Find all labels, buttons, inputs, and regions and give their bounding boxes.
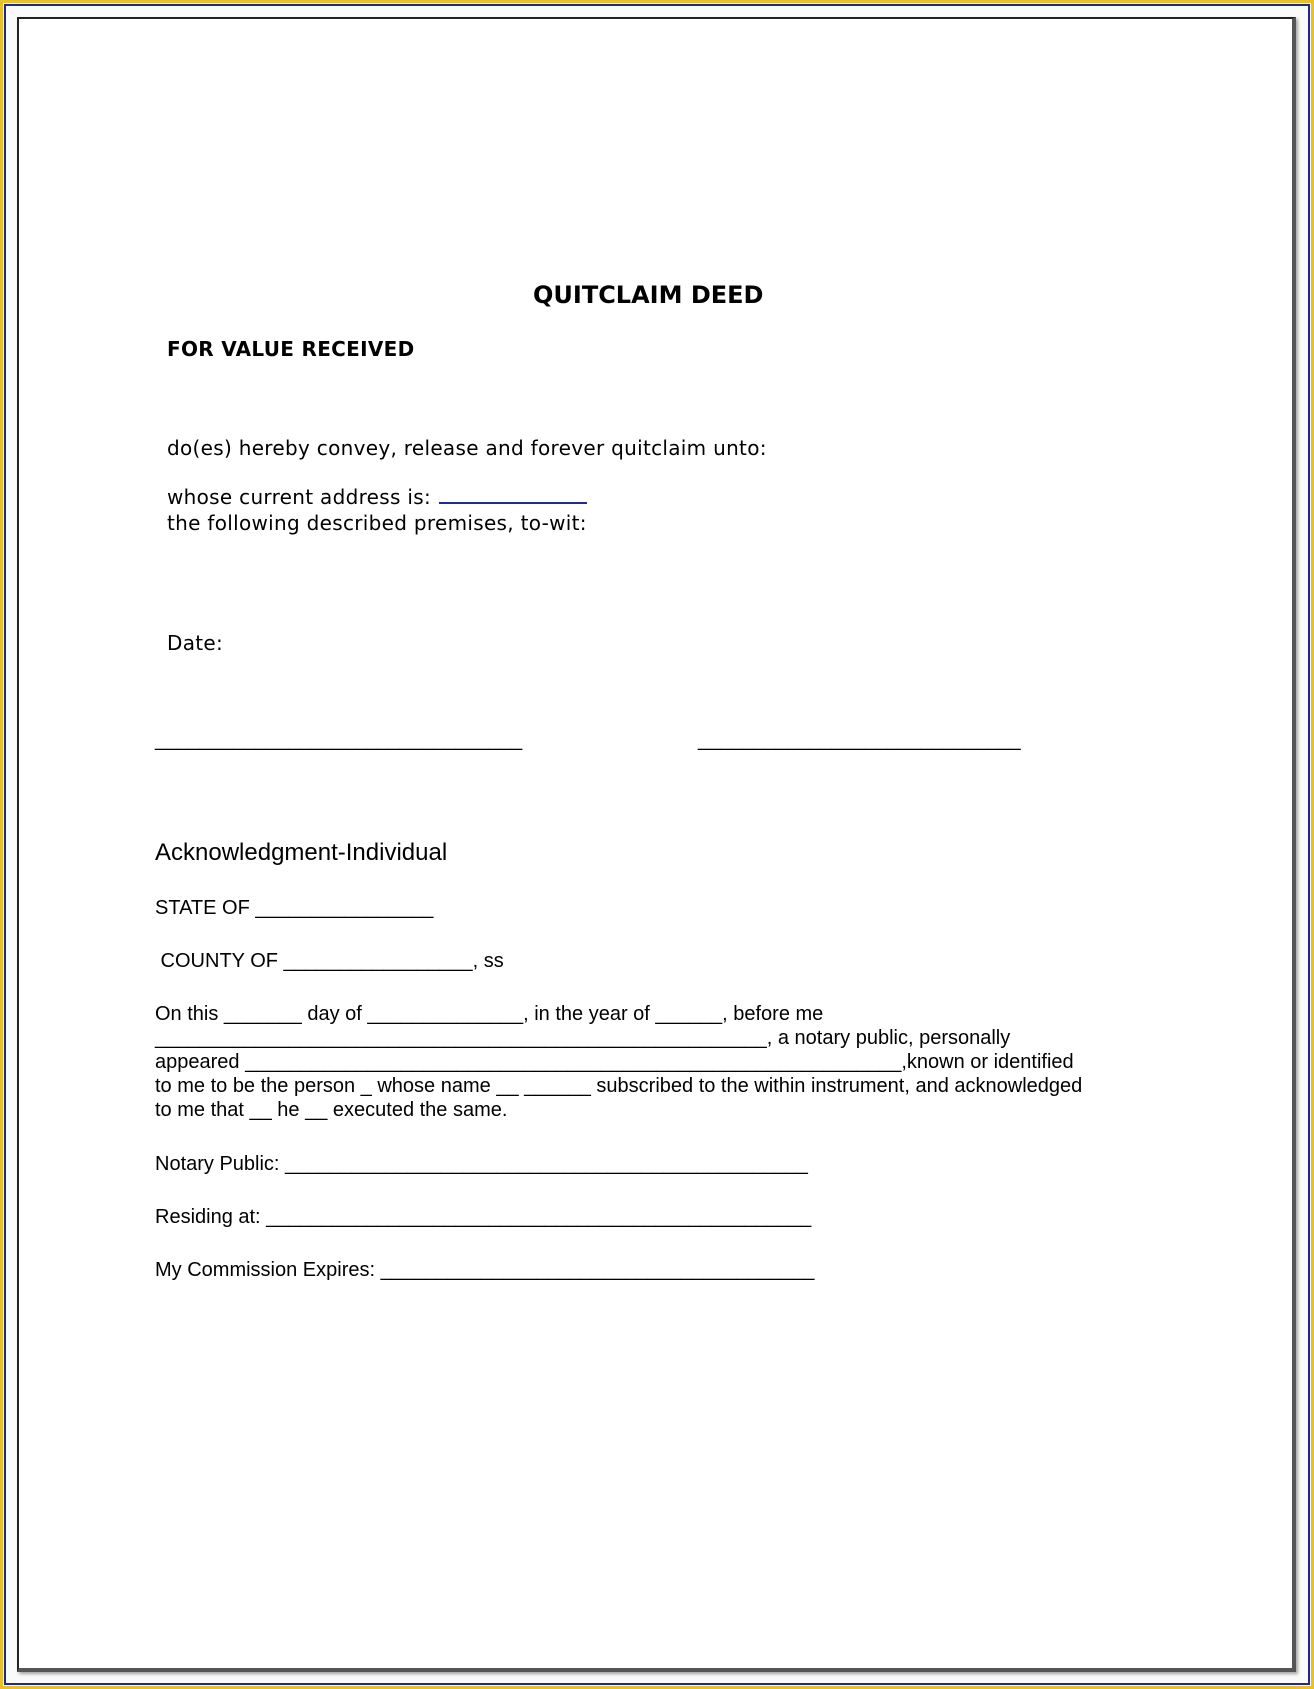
signature-line-right[interactable]: _____________________________ xyxy=(698,729,1021,751)
ack-para-line-3: appeared ___________________________________________________________,known or identified xyxy=(155,1051,1074,1073)
county-of-line: COUNTY OF _________________, ss xyxy=(155,950,504,972)
signature-line-left[interactable]: _________________________________ xyxy=(155,729,523,751)
document-page xyxy=(17,17,1296,1672)
ack-para-line-4: to me to be the person _ whose name __ ______ subscribed to the within instrument, and acknowledged xyxy=(155,1075,1083,1097)
address-field[interactable] xyxy=(439,502,587,504)
address-row xyxy=(167,485,587,509)
state-of-line: STATE OF ________________ xyxy=(155,897,434,919)
ack-para-line-1: On this _______ day of ______________, in the year of ______, before me xyxy=(155,1003,824,1025)
document-title: QUITCLAIM DEED xyxy=(533,281,764,309)
address-label: whose current address is: xyxy=(167,485,432,509)
premises-text: the following described premises, to-wit: xyxy=(167,511,587,535)
ack-para-line-2: _______________________________________________________, a notary public, personally xyxy=(155,1027,1011,1049)
date-label: Date: xyxy=(167,631,224,655)
for-value-received: FOR VALUE RECEIVED xyxy=(167,337,415,361)
convey-text: do(es) hereby convey, release and forever quitclaim unto: xyxy=(167,436,767,460)
ack-para-line-5: to me that __ he __ executed the same. xyxy=(155,1099,508,1121)
commission-expires-line: My Commission Expires: _______________________________________ xyxy=(155,1259,815,1281)
residing-at-line: Residing at: _________________________________________________ xyxy=(155,1206,812,1228)
acknowledgment-heading: Acknowledgment-Individual xyxy=(155,839,448,866)
notary-public-line: Notary Public: _______________________________________________ xyxy=(155,1153,808,1175)
